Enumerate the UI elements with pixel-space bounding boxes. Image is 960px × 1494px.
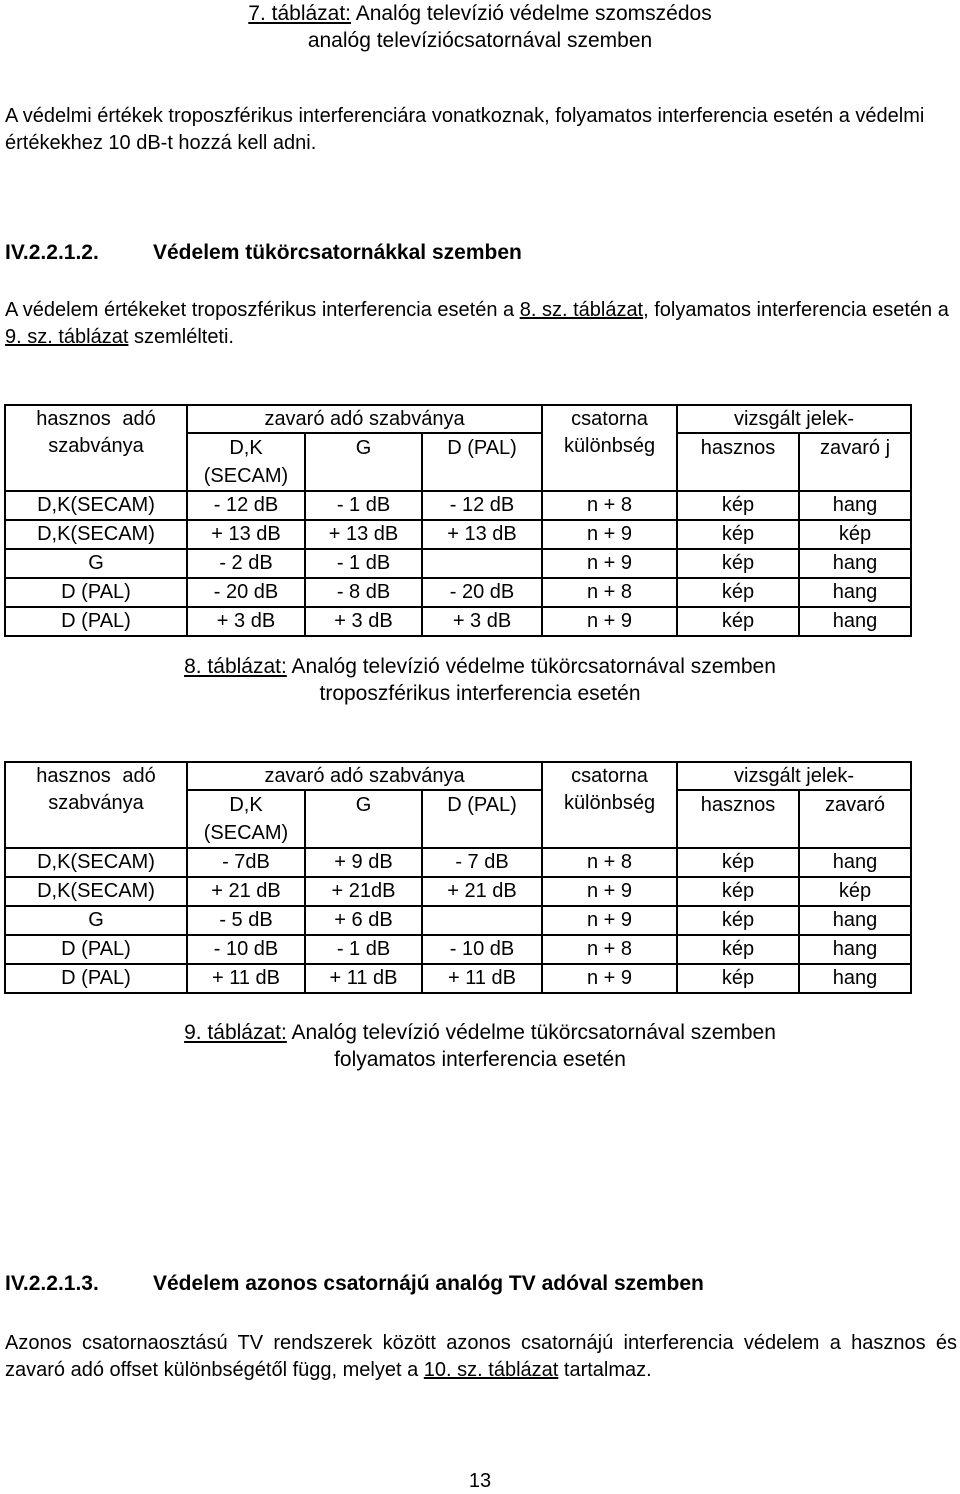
wanted-standard-cell: G	[5, 906, 187, 935]
header-interfering: zavaró	[799, 790, 911, 848]
channel-diff-cell: n + 9	[542, 607, 677, 636]
dk-value-cell: + 11 dB	[187, 964, 305, 993]
header-interferer: zavaró adó szabványa	[187, 405, 542, 433]
channel-diff-cell: n + 9	[542, 549, 677, 578]
table-row	[5, 848, 911, 877]
useful-signal-cell: kép	[677, 935, 799, 964]
channel-diff-cell: n + 9	[542, 964, 677, 993]
interfering-signal-cell: hang	[799, 964, 911, 993]
header-wanted-line2: szabványa	[48, 792, 144, 814]
wanted-standard-cell: D (PAL)	[5, 935, 187, 964]
wanted-standard-cell: D,K(SECAM)	[5, 520, 187, 549]
g-value-cell: + 6 dB	[305, 906, 422, 935]
useful-signal-cell: kép	[677, 848, 799, 877]
header-g: G	[305, 433, 422, 491]
section-number: IV.2.2.1.3.	[5, 1272, 99, 1295]
useful-signal-cell: kép	[677, 877, 799, 906]
header-wanted-line2: szabványa	[48, 435, 144, 457]
g-value-cell: + 13 dB	[305, 520, 422, 549]
g-value-cell: - 1 dB	[305, 491, 422, 520]
table-row	[5, 935, 911, 964]
useful-signal-cell: kép	[677, 491, 799, 520]
dpal-value-cell: - 7 dB	[422, 848, 542, 877]
text-span: tartalmaz.	[558, 1359, 652, 1381]
wanted-standard-cell: D (PAL)	[5, 578, 187, 607]
table-8-caption-line2: troposzférikus interferencia esetén	[319, 682, 641, 705]
table-row	[5, 491, 911, 520]
dk-value-cell: + 13 dB	[187, 520, 305, 549]
g-value-cell: - 1 dB	[305, 549, 422, 578]
section-title: Védelem tükörcsatornákkal szemben	[153, 241, 522, 264]
section-title: Védelem azonos csatornájú analóg TV adóval szemben	[153, 1272, 704, 1295]
table-8-caption-line1: Analóg televízió védelme tükörcsatornával szemben	[286, 655, 776, 678]
dpal-value-cell: + 21 dB	[422, 877, 542, 906]
section-heading-cochannel	[5, 1272, 704, 1296]
table-9	[4, 761, 912, 994]
header-channel-line2: különbség	[542, 433, 677, 491]
header-wanted-line1: hasznos adó	[36, 765, 156, 787]
dk-value-cell: - 5 dB	[187, 906, 305, 935]
useful-signal-cell: kép	[677, 964, 799, 993]
page-number: 13	[468, 1470, 492, 1492]
g-value-cell: + 3 dB	[305, 607, 422, 636]
table-8-body	[5, 491, 911, 636]
header-signal: vizsgált jelek-	[677, 405, 911, 433]
header-useful: hasznos	[677, 433, 799, 491]
interfering-signal-cell: hang	[799, 906, 911, 935]
table-9-caption-line2: folyamatos interferencia esetén	[334, 1048, 626, 1071]
useful-signal-cell: kép	[677, 578, 799, 607]
header-dk: D,K (SECAM)	[187, 790, 305, 848]
channel-diff-cell: n + 8	[542, 491, 677, 520]
interfering-signal-cell: hang	[799, 578, 911, 607]
header-dpal: D (PAL)	[422, 433, 542, 491]
dk-value-cell: + 3 dB	[187, 607, 305, 636]
dpal-value-cell: - 12 dB	[422, 491, 542, 520]
dpal-value-cell: + 3 dB	[422, 607, 542, 636]
table-row	[5, 578, 911, 607]
table-row	[5, 877, 911, 906]
header-dk: D,K (SECAM)	[187, 433, 305, 491]
table-row	[5, 964, 911, 993]
dpal-value-cell	[422, 906, 542, 935]
channel-diff-cell: n + 9	[542, 906, 677, 935]
interfering-signal-cell: kép	[799, 877, 911, 906]
dk-value-cell: - 10 dB	[187, 935, 305, 964]
channel-diff-cell: n + 9	[542, 877, 677, 906]
section-heading-mirror-channels	[5, 241, 522, 265]
dk-value-cell: - 12 dB	[187, 491, 305, 520]
header-wanted-line1: hasznos adó	[36, 408, 156, 430]
useful-signal-cell: kép	[677, 520, 799, 549]
table-10-link[interactable]: 10. sz. táblázat	[423, 1359, 559, 1381]
header-interfering: zavaró j	[799, 433, 911, 491]
dk-value-cell: - 20 dB	[187, 578, 305, 607]
dpal-value-cell	[422, 549, 542, 578]
dk-value-cell: + 21 dB	[187, 877, 305, 906]
table-8-link[interactable]: 8. sz. táblázat	[519, 299, 644, 321]
wanted-standard-cell: G	[5, 549, 187, 578]
text-span: Azonos csatornaosztású TV rendszerek között azonos csatornájú interferencia védelem a hasznos és zavaró adó offset különbségétől függ, melyet a	[5, 1332, 957, 1381]
intro-paragraph: A védelmi értékek troposzférikus interferenciára vonatkoznak, folyamatos interferencia esetén a védelmi értékekhez 10 dB-t hozzá kell adni.	[5, 105, 925, 154]
header-useful: hasznos	[677, 790, 799, 848]
g-value-cell: + 11 dB	[305, 964, 422, 993]
dpal-value-cell: + 13 dB	[422, 520, 542, 549]
dk-value-cell: - 7dB	[187, 848, 305, 877]
mirror-paragraph	[5, 297, 957, 351]
header-channel-line1: csatorna	[542, 405, 677, 433]
text-span: A védelem értékeket troposzférikus interferencia esetén a	[5, 299, 520, 321]
dpal-value-cell: + 11 dB	[422, 964, 542, 993]
table-9-label[interactable]: 9. táblázat:	[184, 1021, 287, 1044]
dk-value-cell: - 2 dB	[187, 549, 305, 578]
wanted-standard-cell: D,K(SECAM)	[5, 848, 187, 877]
g-value-cell: - 1 dB	[305, 935, 422, 964]
table-row	[5, 906, 911, 935]
table-9-caption-line1: Analóg televízió védelme tükörcsatornával szemben	[286, 1021, 776, 1044]
interfering-signal-cell: hang	[799, 607, 911, 636]
table-9-link[interactable]: 9. sz. táblázat	[5, 326, 129, 348]
table-row	[5, 607, 911, 636]
channel-diff-cell: n + 8	[542, 935, 677, 964]
interfering-signal-cell: hang	[799, 491, 911, 520]
channel-diff-cell: n + 8	[542, 578, 677, 607]
interfering-signal-cell: hang	[799, 848, 911, 877]
table-7-caption	[0, 0, 960, 54]
interfering-signal-cell: hang	[799, 935, 911, 964]
g-value-cell: - 8 dB	[305, 578, 422, 607]
header-interferer: zavaró adó szabványa	[187, 762, 542, 790]
section-number: IV.2.2.1.2.	[5, 241, 99, 264]
table-9-caption	[0, 1019, 960, 1073]
dpal-value-cell: - 10 dB	[422, 935, 542, 964]
table-7-caption-line1: Analóg televízió védelme szomszédos	[351, 2, 712, 25]
table-8	[4, 404, 912, 637]
header-g: G	[305, 790, 422, 848]
useful-signal-cell: kép	[677, 549, 799, 578]
g-value-cell: + 21dB	[305, 877, 422, 906]
header-signal: vizsgált jelek-	[677, 762, 911, 790]
interfering-signal-cell: kép	[799, 520, 911, 549]
interfering-signal-cell: hang	[799, 549, 911, 578]
table-8-caption	[0, 653, 960, 707]
g-value-cell: + 9 dB	[305, 848, 422, 877]
text-span: , folyamatos interferencia esetén a	[643, 299, 949, 321]
table-7-label[interactable]: 7. táblázat:	[248, 2, 352, 25]
wanted-standard-cell: D,K(SECAM)	[5, 491, 187, 520]
table-9-body	[5, 848, 911, 993]
table-7-caption-line2: analóg televíziócsatornával szemben	[307, 29, 653, 52]
wanted-standard-cell: D (PAL)	[5, 607, 187, 636]
header-channel-line1: csatorna	[542, 762, 677, 790]
table-row	[5, 520, 911, 549]
header-dpal: D (PAL)	[422, 790, 542, 848]
dpal-value-cell: - 20 dB	[422, 578, 542, 607]
wanted-standard-cell: D (PAL)	[5, 964, 187, 993]
cochannel-paragraph	[5, 1330, 957, 1384]
text-span: szemlélteti.	[128, 326, 234, 348]
useful-signal-cell: kép	[677, 906, 799, 935]
table-row	[5, 549, 911, 578]
table-8-label[interactable]: 8. táblázat:	[184, 655, 287, 678]
channel-diff-cell: n + 9	[542, 520, 677, 549]
wanted-standard-cell: D,K(SECAM)	[5, 877, 187, 906]
useful-signal-cell: kép	[677, 607, 799, 636]
header-channel-line2: különbség	[542, 790, 677, 848]
channel-diff-cell: n + 8	[542, 848, 677, 877]
